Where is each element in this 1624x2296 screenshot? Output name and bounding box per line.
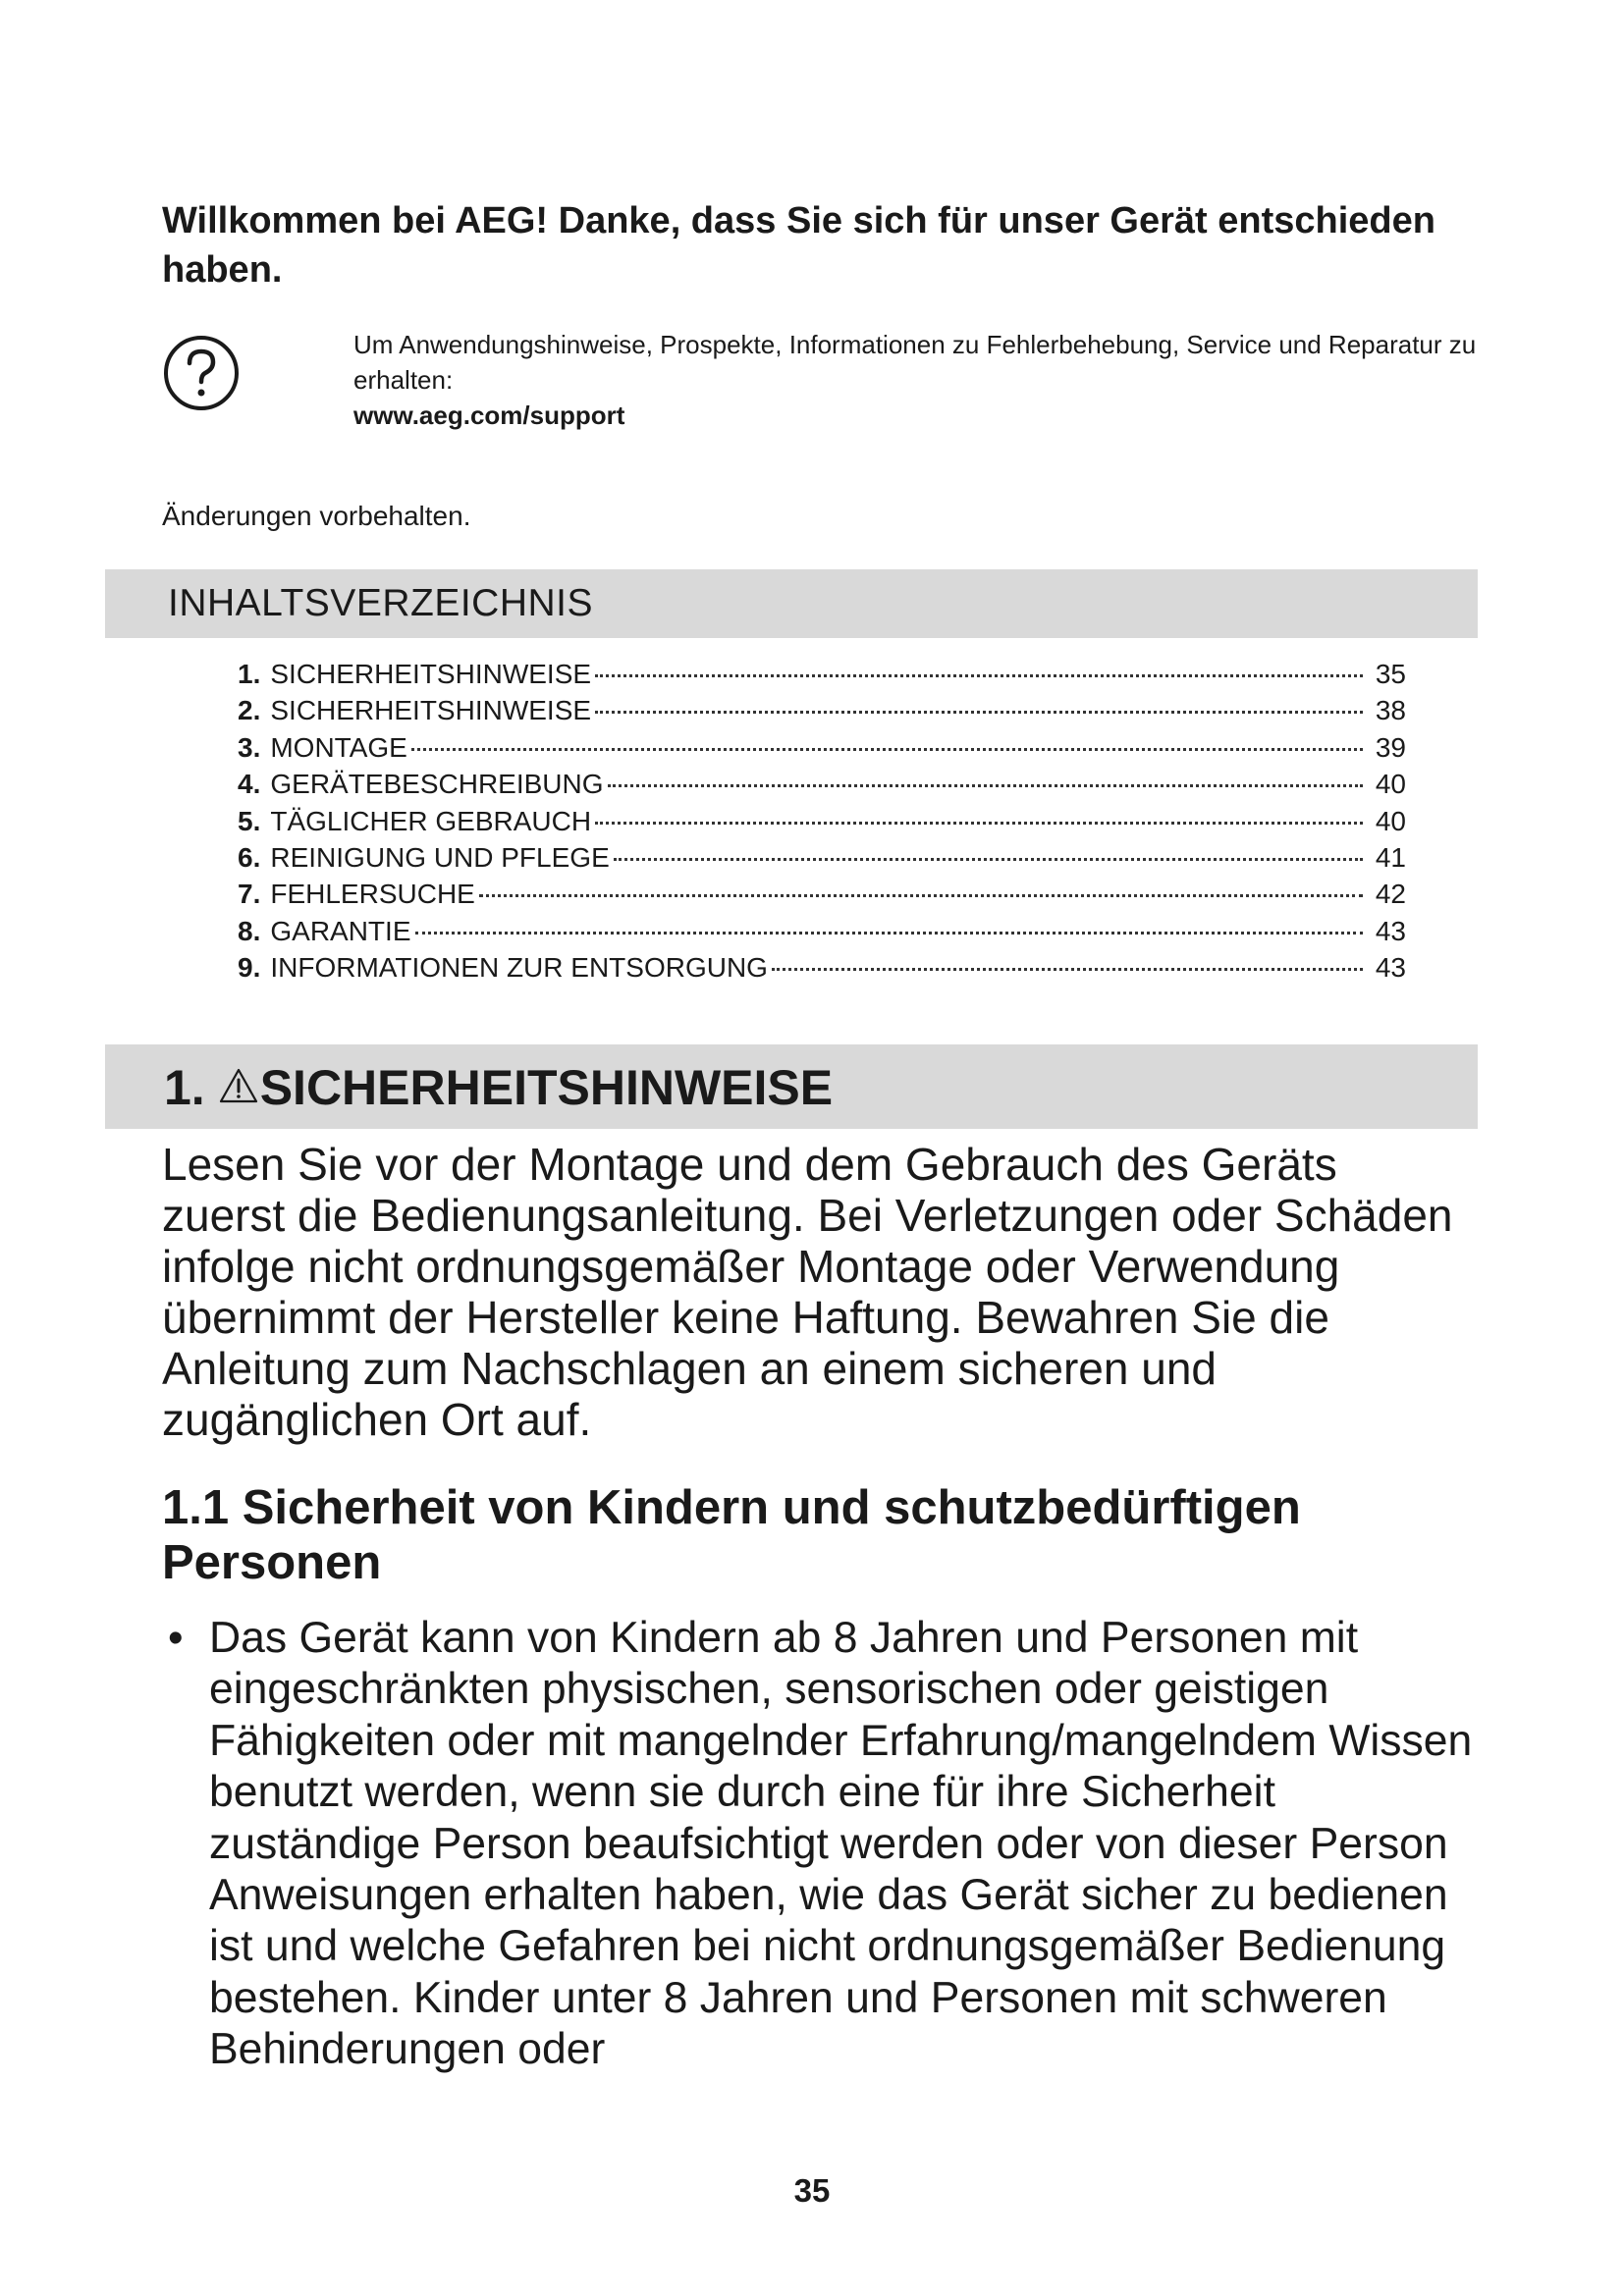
toc-leader-dots: [595, 674, 1363, 677]
bullet-marker: •: [168, 1614, 184, 1662]
section-intro: Lesen Sie vor der Montage und dem Gebrauch des Geräts zuerst die Bedienungsanleitung. Bei Verletzungen oder Schäden infolge nicht ordnungsgemäßer Montage oder Verwendung übernimmt der Hersteller keine Haftung. Bewahren Sie die Anleitung zum Nachschlagen an einem sicheren und zugänglichen Ort auf.: [162, 1139, 1453, 1445]
toc-leader-dots: [614, 858, 1363, 861]
toc-item-number: 5.: [238, 805, 261, 836]
toc-leader-dots: [595, 822, 1363, 825]
question-circle-icon: [162, 334, 241, 412]
toc-item-page: 40: [1375, 805, 1406, 836]
toc-item-title: REINIGUNG UND PFLEGE: [270, 841, 610, 873]
toc-header: [105, 569, 1478, 638]
toc-item-number: 6.: [238, 841, 261, 873]
toc-item-number: 1.: [238, 659, 261, 689]
toc-item-5[interactable]: [238, 803, 1406, 839]
section-title-text: SICHERHEITSHINWEISE: [259, 1060, 834, 1115]
toc-leader-dots: [415, 932, 1364, 934]
toc-item-title: SICHERHEITSHINWEISE: [270, 659, 592, 689]
toc-item-title: SICHERHEITSHINWEISE: [270, 695, 592, 726]
welcome-heading: Willkommen bei AEG! Danke, dass Sie sich für unser Gerät entschieden haben.: [162, 200, 1435, 291]
toc-item-number: 2.: [238, 695, 261, 726]
subsection-heading: 1.1 Sicherheit von Kindern und schutzbedürftigen Personen: [162, 1481, 1301, 1589]
toc-item-number: 4.: [238, 769, 261, 800]
toc-item-page: 40: [1375, 769, 1406, 800]
table-of-contents: [238, 656, 1406, 987]
toc-item-page: 43: [1375, 952, 1406, 984]
toc-item-7[interactable]: [238, 876, 1406, 912]
section-header: [105, 1044, 1478, 1129]
list-item-text: Das Gerät kann von Kindern ab 8 Jahren und Personen mit eingeschränkten physischen, sensorischen oder geistigen Fähigkeiten oder mit mangelnder Erfahrung/mangelndem Wissen benutzt werden, wenn sie durch eine für ihre Sicherheit zuständige Person beaufsichtigt werden oder von dieser Person Anweisungen erhalten haben, wie das Gerät sicher zu bedienen ist und welche Gefahren bei nicht ordnungsgemäßer Bedienung bestehen. Kinder unter 8 Jahren und Personen mit schweren Behinderungen oder: [209, 1614, 1473, 2074]
toc-item-8[interactable]: [238, 913, 1406, 949]
warning-triangle-icon: [219, 1067, 258, 1104]
toc-item-4[interactable]: [238, 766, 1406, 802]
toc-item-page: 35: [1375, 659, 1406, 689]
toc-item-title: MONTAGE: [270, 731, 407, 763]
toc-item-title: GARANTIE: [270, 915, 411, 946]
toc-item-title: GERÄTEBESCHREIBUNG: [270, 769, 604, 800]
toc-item-page: 43: [1375, 915, 1406, 946]
toc-item-6[interactable]: [238, 839, 1406, 876]
toc-item-page: 41: [1375, 841, 1406, 873]
toc-item-1[interactable]: [238, 656, 1406, 692]
support-link[interactable]: www.aeg.com/support: [353, 400, 625, 430]
toc-item-3[interactable]: [238, 729, 1406, 766]
toc-item-number: 3.: [238, 731, 261, 763]
toc-leader-dots: [608, 784, 1363, 787]
toc-item-number: 7.: [238, 879, 261, 910]
changes-note: Änderungen vorbehalten.: [162, 501, 471, 531]
toc-leader-dots: [595, 711, 1363, 714]
toc-item-2[interactable]: [238, 692, 1406, 728]
support-info: [353, 327, 1483, 433]
toc-item-title: INFORMATIONEN ZUR ENTSORGUNG: [270, 952, 768, 984]
toc-leader-dots: [772, 968, 1363, 971]
toc-item-page: 38: [1375, 695, 1406, 726]
toc-leader-dots: [479, 894, 1363, 897]
toc-item-page: 42: [1375, 879, 1406, 910]
section-number: 1.: [164, 1060, 205, 1115]
toc-item-title: TÄGLICHER GEBRAUCH: [270, 805, 592, 836]
toc-item-page: 39: [1375, 731, 1406, 763]
toc-item-9[interactable]: [238, 949, 1406, 986]
page-number: 35: [793, 2172, 831, 2209]
toc-item-number: 8.: [238, 915, 261, 946]
toc-leader-dots: [411, 748, 1363, 751]
support-description: Um Anwendungshinweise, Prospekte, Informationen zu Fehlerbehebung, Service und Reparatur zu erhalten:: [353, 330, 1477, 395]
toc-item-number: 9.: [238, 952, 261, 984]
list-item: [162, 1613, 1478, 2076]
toc-title: INHALTSVERZEICHNIS: [168, 582, 594, 624]
section-title: [164, 1058, 833, 1117]
toc-item-title: FEHLERSUCHE: [270, 879, 475, 910]
